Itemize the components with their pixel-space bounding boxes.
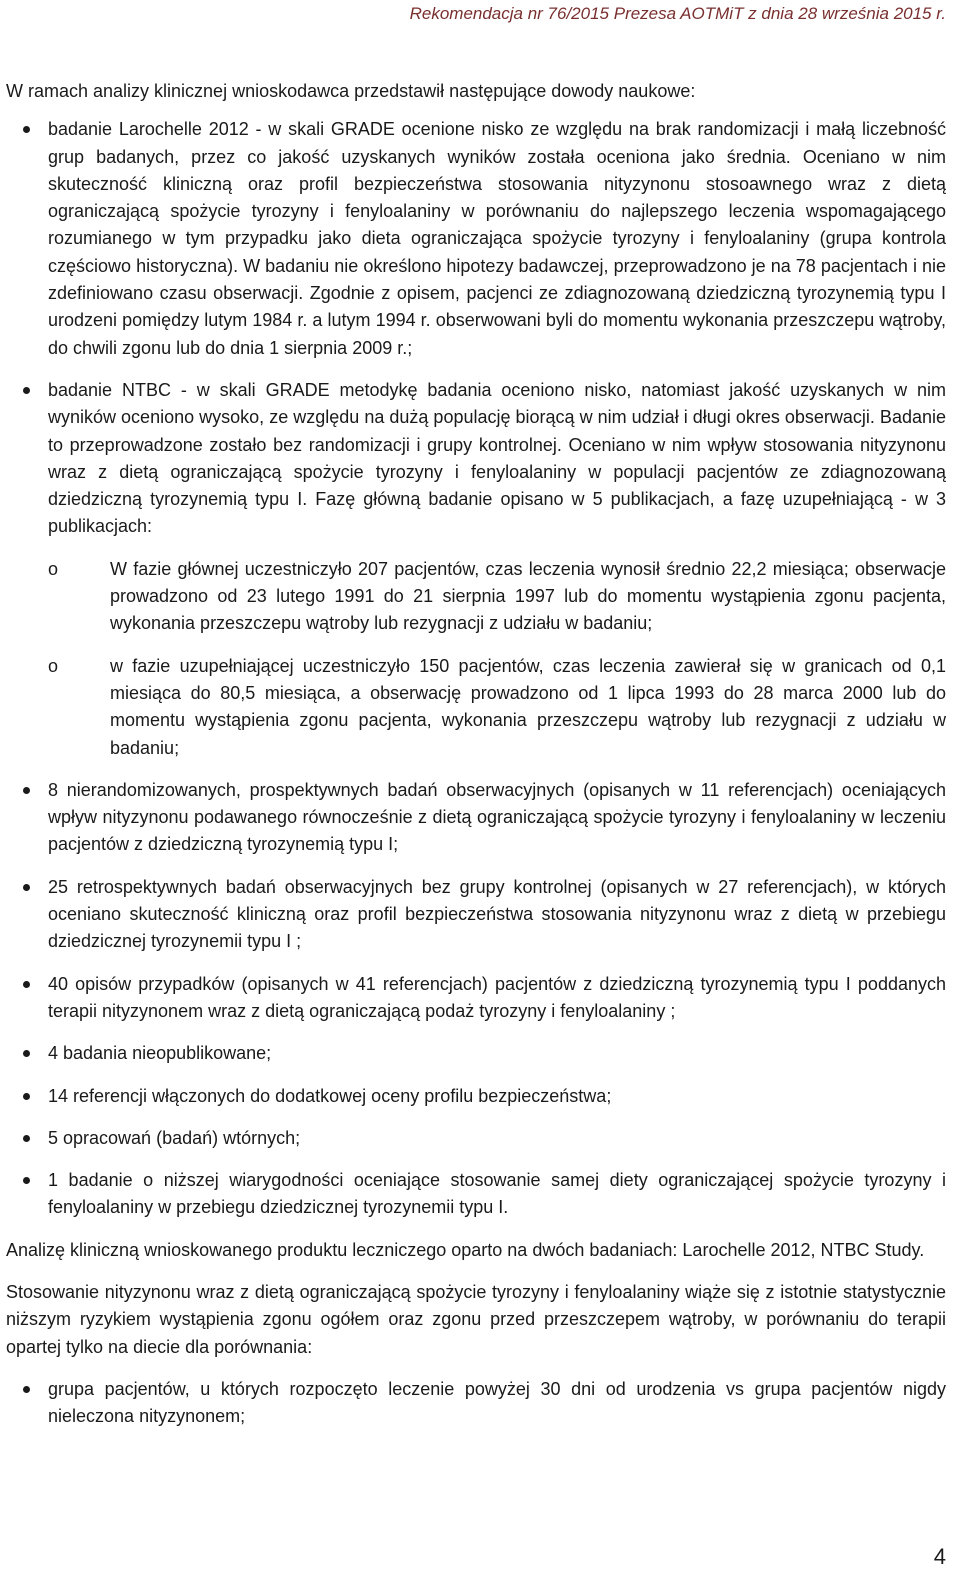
list-item — [6, 116, 946, 362]
list-item-text: 25 retrospektywnych badań obserwacyjnych bez grupy kontrolnej (opisanych w 27 referencjach), w których oceniano skuteczność kliniczną oraz profil bezpieczeństwa stosowania nityzynonu wraz z dietą w przebiegu dziedzicznej tyrozynemii typu I ; — [48, 876, 946, 952]
bullet-icon — [6, 1040, 48, 1067]
list-item — [6, 1040, 946, 1067]
list-item — [6, 1083, 946, 1110]
list-item — [6, 377, 946, 762]
results-paragraph: Stosowanie nityzynonu wraz z dietą ograniczającą spożycie tyrozyny i fenyloalaniny wiąże się z istotnie statystycznie niższym ryzykiem wystąpienia zgonu ogółem oraz zgonu przed przeszczepem wątroby, w porównaniu do terapii opartej tylko na diecie dla porównania: — [6, 1281, 946, 1357]
bullet-icon — [6, 777, 48, 804]
list-item-text: 40 opisów przypadków (opisanych w 41 referencjach) pacjentów z dziedziczną tyrozynemią typu I poddanych terapii nityzynonem wraz z dietą ograniczającą podaż tyrozyny i fenyloalaniny ; — [48, 973, 946, 1021]
bullet-icon — [6, 116, 48, 143]
list-item — [6, 1376, 946, 1431]
list-item-text: 1 badanie o niższej wiarygodności oceniające stosowanie samej diety ograniczającej spożycie tyrozyny i fenyloalaniny w przebiegu dziedzicznej tyrozynemii typu I. — [48, 1170, 946, 1218]
sub-bullet-marker: o — [48, 558, 59, 579]
list-item-text: badanie NTBC - w skali GRADE metodykę badania oceniono nisko, natomiast jakość uzyskanych w nim wyników oceniono wysoko, ze względu na dużą populację biorącą w nim udział i długi okres obserwacji. Badanie to przeprowadzone zostało bez randomizacji i grupy kontrolnej. Oceniano w nim wpływ stosowania nityzynonu wraz z dietą ograniczającą spożycie tyrozyny i fenyloalaniny w populacji pacjentów ze zdiagnozowaną dziedziczną tyrozynemią typu I. Fazę główną badanie opisano w 5 publikacjach, a fazę uzupełniającą - w 3 publikacjach: — [48, 379, 946, 537]
list-item-text: 14 referencji włączonych do dodatkowej oceny profilu bezpieczeństwa; — [48, 1085, 612, 1106]
bullet-icon — [6, 377, 48, 404]
list-item — [6, 1125, 946, 1152]
sub-list-item — [6, 556, 946, 638]
intro-paragraph: W ramach analizy klinicznej wnioskodawca przedstawił następujące dowody naukowe: — [6, 81, 696, 101]
bullet-icon — [6, 1083, 48, 1110]
sub-list-item-text: w fazie uzupełniającej uczestniczyło 150 pacjentów, czas leczenia zawierał się w granicach od 0,1 miesiąca do 80,5 miesiąca, a obserwację prowadzono od 1 lipca 1993 do 28 marca 2000 lub do momentu wystąpienia zgonu pacjenta, wykonania przeszczepu wątroby lub rezygnacji z udziału w badaniu; — [110, 655, 946, 758]
sub-list-item-text: W fazie głównej uczestniczyło 207 pacjentów, czas leczenia wynosił średnio 22,2 miesiąca; obserwacje prowadzono od 23 lutego 1991 do 21 sierpnia 1997 lub do momentu wystąpienia zgonu pacjenta, wykonania przeszczepu wątroby lub rezygnacji z udziału w badaniu; — [110, 558, 946, 634]
list-item — [6, 777, 946, 859]
list-item-text: 8 nierandomizowanych, prospektywnych badań obserwacyjnych (opisanych w 11 referencjach) oceniających wpływ nityzynonu podawanego równocześnie z dietą ograniczającą spożycie tyrozyny i fenyloalaniny w leczeniu pacjentów z dziedziczną tyrozynemią typu I; — [48, 779, 946, 855]
bullet-icon — [6, 1125, 48, 1152]
document-body — [6, 78, 946, 1445]
page-number: 4 — [933, 1544, 946, 1569]
list-item-text: badanie Larochelle 2012 - w skali GRADE ocenione nisko ze względu na brak randomizacji i małą liczebność grup badanych, przez co jakość uzyskanych wyników została oceniona jako średnia. Oceniano w nim skuteczność kliniczną oraz profil bezpieczeństwa stosowania nityzynonu stosoawnego wraz z dietą ograniczającą spożycie tyrozyny i fenyloalaniny w porównaniu do najlepszego leczenia wspomagającego rozumianego w tym przypadku jako dieta ograniczająca spożycie tyrozyny i fenyloalaniny (grupa kontrola częściowo historyczna). W badaniu nie określono hipotezy badawczej, przeprowadzono je na 78 pacjentach i nie zdefiniowano czasu obserwacji. Zgodnie z opisem, pacjenci ze zdiagnozowaną dziedziczną tyrozynemią typu I urodzeni pomiędzy lutym 1984 r. a lutym 1994 r. obserwowani byli do momentu wykonania przeszczepu wątroby, do chwili zgonu lub do dnia 1 sierpnia 2009 r.; — [48, 119, 946, 358]
bullet-icon — [6, 1376, 48, 1403]
list-item — [6, 874, 946, 956]
document-header: Rekomendacja nr 76/2015 Prezesa AOTMiT z dnia 28 września 2015 r. — [409, 4, 946, 23]
list-item-text: grupa pacjentów, u których rozpoczęto leczenie powyżej 30 dni od urodzenia vs grupa pacjentów nigdy nieleczona nityzynonem; — [48, 1378, 946, 1427]
bullet-icon — [6, 1167, 48, 1194]
sub-list-item — [6, 653, 946, 762]
list-item-text: 4 badania nieopublikowane; — [48, 1043, 272, 1064]
list-item — [6, 971, 946, 1026]
list-item-text: 5 opracowań (badań) wtórnych; — [48, 1127, 301, 1148]
bullet-icon — [6, 874, 48, 901]
bullet-icon — [6, 971, 48, 998]
analysis-paragraph: Analizę kliniczną wnioskowanego produktu leczniczego oparto na dwóch badaniach: Larochelle 2012, NTBC Study. — [6, 1239, 925, 1260]
list-item — [6, 1167, 946, 1222]
sub-bullet-marker: o — [48, 655, 59, 676]
